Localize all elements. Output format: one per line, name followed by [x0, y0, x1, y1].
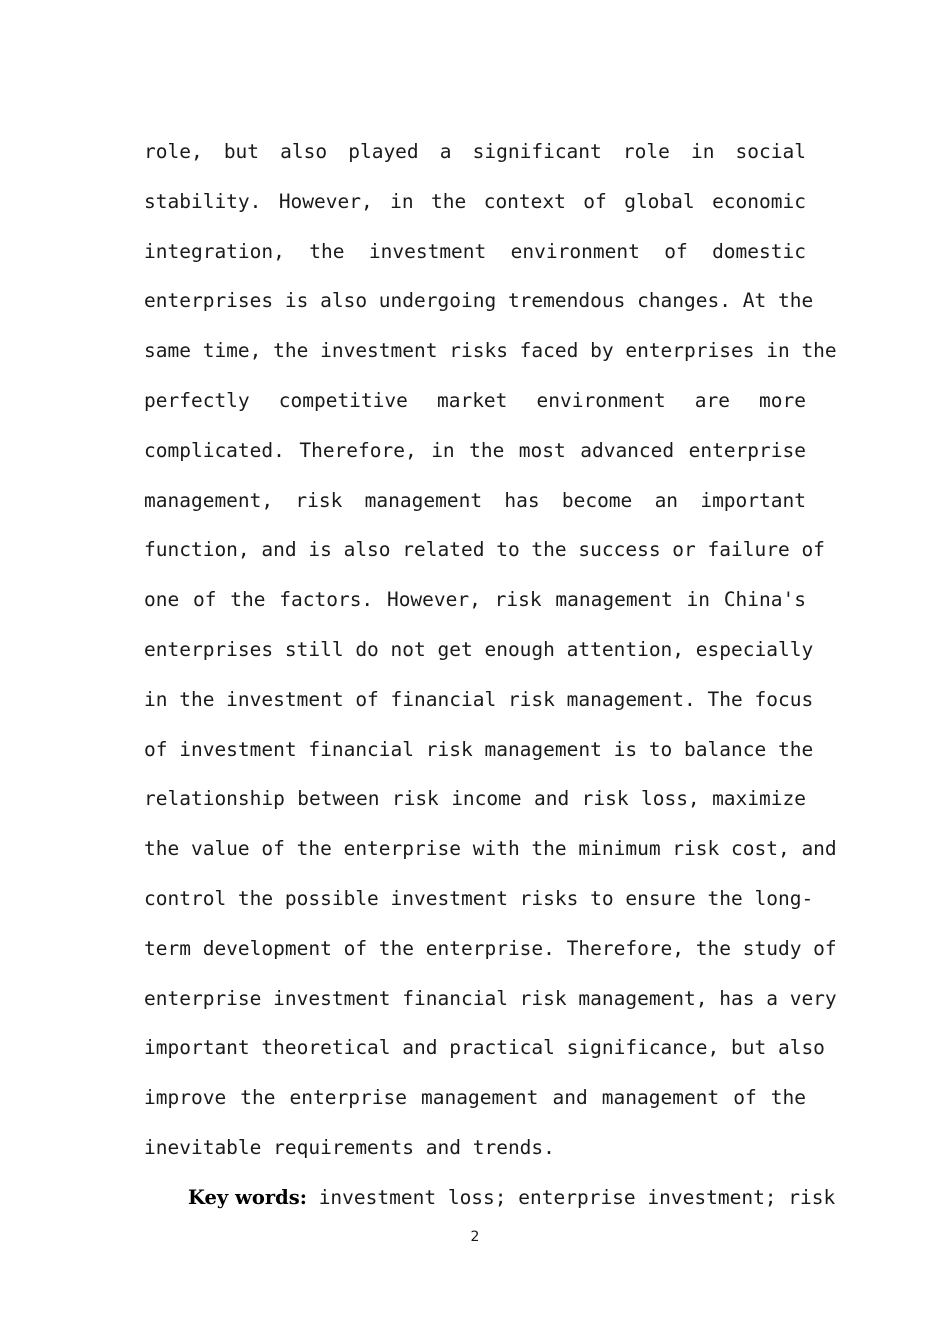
body-line: complicated. Therefore, in the most advanced enterprise — [144, 438, 806, 462]
body-line: of investment financial risk management is to balance the — [144, 737, 814, 761]
body-line: relationship between risk income and risk loss, maximize — [144, 787, 806, 811]
body-line: enterprises still do not get enough attention, especially — [144, 637, 814, 661]
body-line: term development of the enterprise. Therefore, the study of — [144, 936, 837, 960]
keywords-text: investment loss; enterprise investment; risk — [318, 1186, 836, 1209]
body-line: enterprise investment financial risk management, has a very — [144, 986, 837, 1010]
body-line: enterprises is also undergoing tremendous changes. At the — [144, 289, 814, 313]
body-line: improve the enterprise management and management of the — [144, 1086, 806, 1110]
body-line: same time, the investment risks faced by enterprises in the — [144, 339, 837, 363]
body-line: control the possible investment risks to ensure the long- — [144, 886, 814, 910]
page-number: 2 — [470, 1229, 480, 1245]
body-line: function, and is also related to the success or failure of — [144, 538, 825, 562]
body-line: role, but also played a significant role in social — [144, 140, 806, 163]
body-line: perfectly competitive market environment are more — [144, 388, 806, 412]
body-line: the value of the enterprise with the minimum risk cost, and — [144, 837, 837, 861]
body-line: stability. However, in the context of global economic — [144, 189, 806, 213]
body-line: one of the factors. However, risk management in China's — [144, 588, 806, 612]
body-line: important theoretical and practical significance, but also — [144, 1036, 825, 1060]
body-line: in the investment of financial risk management. The focus — [144, 687, 814, 711]
body-line: management, risk management has become an important — [144, 488, 806, 512]
body-line: inevitable requirements and trends. — [144, 1135, 555, 1159]
body-paragraph — [144, 127, 837, 1173]
keywords-label: Key words: — [188, 1186, 307, 1209]
keywords-line — [188, 1173, 836, 1223]
body-line: integration, the investment environment of domestic — [144, 239, 806, 263]
